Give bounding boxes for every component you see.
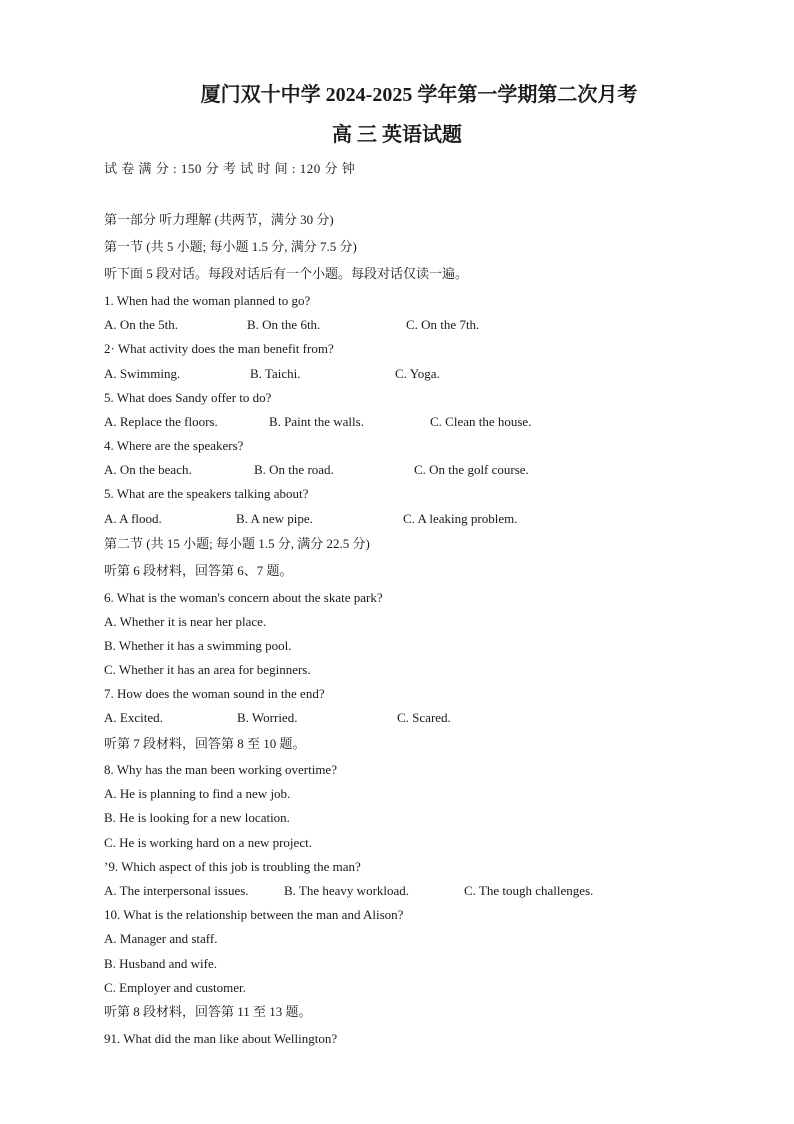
option-c: C. A leaking problem.: [403, 511, 518, 526]
option-c: C. Yoga.: [395, 366, 440, 381]
option-c: C. Scared.: [397, 710, 451, 725]
question-8-option-c: C. He is working hard on a new project.: [104, 835, 312, 850]
option-c: C. On the 7th.: [406, 317, 480, 332]
option-b: B. On the 6th.: [247, 317, 321, 332]
option-b: B. A new pipe.: [236, 511, 313, 526]
option-a: A. A flood.: [104, 511, 162, 526]
section1-heading: 第一节 (共 5 小题; 每小题 1.5 分, 满分 7.5 分): [104, 239, 357, 254]
question-8: 8. Why has the man been working overtime?: [104, 762, 337, 777]
option-b: B. Taichi.: [250, 366, 301, 381]
option-a: A. On the 5th.: [104, 317, 179, 332]
exam-info: 试 卷 满 分 : 150 分 考 试 时 间 : 120 分 钟: [104, 161, 356, 176]
question-6-option-b: B. Whether it has a swimming pool.: [104, 638, 292, 653]
option-c: C. On the golf course.: [414, 462, 529, 477]
question-11: 91. What did the man like about Wellington?: [104, 1031, 338, 1046]
page-title: 厦门双十中学 2024-2025 学年第一学期第二次月考: [200, 84, 638, 106]
option-b: B. Worried.: [237, 710, 298, 725]
question-3: 5. What does Sandy offer to do?: [104, 390, 272, 405]
question-9: ’9. Which aspect of this job is troubling the man?: [104, 859, 361, 874]
question-10-option-c: C. Employer and customer.: [104, 980, 246, 995]
page-subtitle: 高 三 英语试题: [332, 124, 462, 146]
question-6-option-a: A. Whether it is near her place.: [104, 614, 267, 629]
question-10-option-a: A. Manager and staff.: [104, 931, 218, 946]
question-8-option-b: B. He is looking for a new location.: [104, 810, 290, 825]
option-a: A. The interpersonal issues.: [104, 883, 249, 898]
section1-instruction: 听下面 5 段对话。每段对话后有一个小题。每段对话仅读一遍。: [104, 266, 469, 281]
question-10: 10. What is the relationship between the man and Alison?: [104, 907, 404, 922]
option-a: A. Replace the floors.: [104, 414, 218, 429]
section2-heading: 第二节 (共 15 小题; 每小题 1.5 分, 满分 22.5 分): [104, 536, 370, 551]
question-8-option-a: A. He is planning to find a new job.: [104, 786, 291, 801]
question-6-option-c: C. Whether it has an area for beginners.: [104, 662, 311, 677]
option-a: A. On the beach.: [104, 462, 192, 477]
option-b: B. On the road.: [254, 462, 334, 477]
group6-intro: 听第 6 段材料，回答第 6、7 题。: [104, 563, 293, 578]
question-4: 4. Where are the speakers?: [104, 438, 244, 453]
option-b: B. Paint the walls.: [269, 414, 364, 429]
question-10-option-b: B. Husband and wife.: [104, 956, 218, 971]
group7-intro: 听第 7 段材料，回答第 8 至 10 题。: [104, 736, 306, 751]
group8-intro: 听第 8 段材料，回答第 11 至 13 题。: [104, 1004, 312, 1019]
option-a: A. Swimming.: [104, 366, 181, 381]
question-2: 2· What activity does the man benefit from?: [104, 341, 334, 356]
question-6: 6. What is the woman's concern about the skate park?: [104, 590, 383, 605]
option-c: C. The tough challenges.: [464, 883, 594, 898]
question-7: 7. How does the woman sound in the end?: [104, 686, 325, 701]
part1-heading: 第一部分 听力理解 (共两节，满分 30 分): [104, 212, 334, 227]
option-c: C. Clean the house.: [430, 414, 532, 429]
option-b: B. The heavy workload.: [284, 883, 410, 898]
option-a: A. Excited.: [104, 710, 163, 725]
question-5: 5. What are the speakers talking about?: [104, 486, 309, 501]
question-1: 1. When had the woman planned to go?: [104, 293, 311, 308]
